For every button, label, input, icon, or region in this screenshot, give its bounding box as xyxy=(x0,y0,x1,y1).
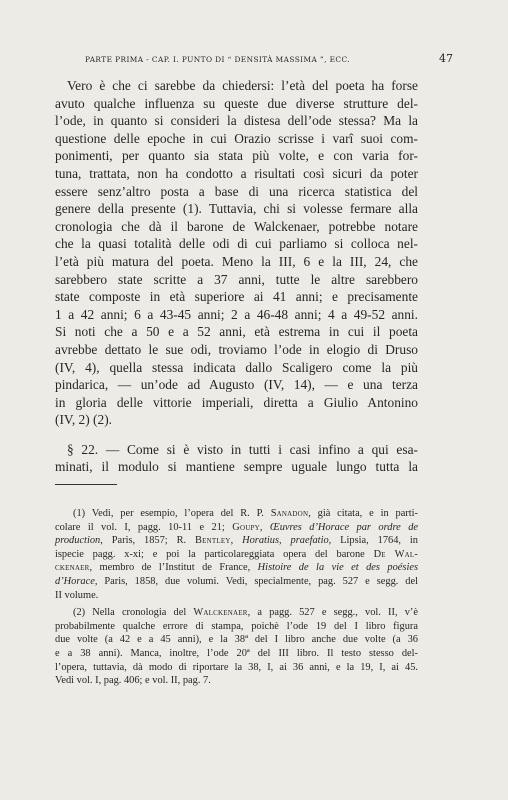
paragraph-1 xyxy=(55,77,418,429)
book-title: Histoire de la vie et des poésies xyxy=(257,562,418,574)
author-name: Walckenaer xyxy=(193,607,248,619)
book-title: d’Horace xyxy=(55,575,95,587)
footnote-text: , già citata, e in parti- xyxy=(308,508,418,519)
section-heading-line: § 22. — Come si è visto in tutti i casi infino a qui esa- xyxy=(67,441,418,457)
footnote-text: , a pagg. 527 e segg., vol. II, v’è xyxy=(247,607,419,619)
text-line: Si noti che a 50 e a 52 anni, età estrema in cui il poeta xyxy=(55,324,418,340)
footnote-text: , Lipsia, 1764, in xyxy=(328,535,419,547)
book-title: production xyxy=(55,535,101,547)
text-line: pindarica, — un’ode ad Augusto (IV, 14), — e una terza xyxy=(55,377,418,393)
text-line: Vero è che ci sarebbe da chiedersi: l’età del poeta ha forse xyxy=(67,78,418,93)
text-line: tuna, trattata, non ha condotto a risultati così sicuri da poter xyxy=(55,165,418,181)
footnote-1 xyxy=(55,507,418,602)
footnote-line xyxy=(55,606,418,620)
book-title: Horatius, praefatio xyxy=(242,535,329,547)
page-number: 47 xyxy=(439,52,453,65)
footnote-line: Vedi vol. I, pag. 406; e vol. II, pag. 7. xyxy=(55,675,211,687)
text-line: essere senz’altro posta a base di una ricerca statistica del xyxy=(55,183,418,199)
main-text xyxy=(55,77,418,476)
text-line: 1 a 42 anni; 6 a 43-45 anni; 2 a 46-48 anni; 4 a 49-52 anni. xyxy=(55,306,418,322)
footnote-line: II volume. xyxy=(55,589,99,601)
footnote-text: , Paris, 1858, due volumi. Vedi, specialmente, pag. 527 e segg. del xyxy=(94,575,418,587)
footnote-text: ispecie pagg. x-xi; e poi la particolareggiata opera del barone xyxy=(55,548,374,560)
text-line: avrebbe dettato le sue odi, troviamo l’ode in elogio di Druso xyxy=(55,341,418,357)
text-line: l’ode, in quanto si consideri la distesa dell’ode stessa? Ma la xyxy=(55,113,418,129)
text-line: state composte in età superiore ai 41 anni; e precisamente xyxy=(55,289,418,305)
footnote-text: (2) Nella cronologia del xyxy=(73,607,194,619)
footnote-text: , xyxy=(259,521,270,533)
footnote-text: colare il vol. I, pagg. 10-11 e 21; xyxy=(55,521,233,533)
footnote-2 xyxy=(55,606,418,688)
running-header xyxy=(55,52,453,66)
text-line: in gloria delle vittorie imperiali, diretta a Giulio Antonino xyxy=(55,394,418,410)
footnote-text: , membro de l’Institut de France, xyxy=(89,562,258,574)
footnote-line: e a 38 anni). Manca, inoltre, l’ode 20ª del III libro. Il testo stesso del- xyxy=(55,647,418,659)
author-name: Bentley xyxy=(195,535,231,547)
text-line: cronologia che dà il barone de Walckenaer, potrebbe notare xyxy=(55,218,418,234)
text-line: sarebbero state scritte a 37 anni, tutte le altre sarebbero xyxy=(55,271,418,287)
text-line: avuto qualche influenza su queste due diverse strutture del- xyxy=(55,95,418,111)
author-name: Goupy xyxy=(232,521,260,533)
text-line: che la quasi totalità delle odi di cui parliamo si colloca nel- xyxy=(55,236,418,252)
footnote-line xyxy=(55,534,418,548)
footnote-text: , Paris, 1857; R. xyxy=(100,535,196,547)
book-title: Œuvres d’Horace par ordre de xyxy=(269,521,419,533)
text-line: (IV, 2) (2). xyxy=(55,412,113,428)
author-name: De Wal- xyxy=(373,548,418,560)
paragraph-2 xyxy=(55,441,418,476)
footnote-text: , xyxy=(230,535,243,547)
text-line: minati, il modulo si mantiene sempre uguale lungo tutta la xyxy=(55,459,418,475)
paragraph-gap xyxy=(55,429,418,441)
footnote-line xyxy=(55,548,418,562)
text-line: genere della presente (1). Tuttavia, chi si volesse fermare alla xyxy=(55,201,418,217)
text-line: (IV, 4), quella stessa indicata dallo Scaligero come la più xyxy=(55,359,418,375)
footnote-line: probabilmente qualche errore di stampa, poichè l’ode 19 del I libro figura xyxy=(55,620,418,632)
text-line: questione delle epoche in cui Orazio scrisse i varî suoi com- xyxy=(55,130,418,146)
author-name: ckenaer xyxy=(55,562,90,574)
running-title: PARTE PRIMA - CAP. I. PUNTO DI “ DENSITÀ MASSIMA ”, ECC. xyxy=(85,55,350,64)
footnote-separator xyxy=(55,484,117,485)
footnote-line xyxy=(55,561,418,575)
author-name: Sanadon xyxy=(270,508,309,519)
text-line: l’età più matura del poeta. Meno la III, 6 e la III, 24, che xyxy=(55,253,418,269)
footnote-text: (1) Vedi, per esempio, l’opera del R. P. xyxy=(73,508,271,519)
footnote-line: l’opera, tuttavia, dà modo di riportare la 38, I, ai 36 anni, e la 19, I, ai 45. xyxy=(55,661,418,673)
footnote-line xyxy=(55,575,418,589)
footnote-line xyxy=(55,521,418,535)
footnote-line xyxy=(55,507,418,521)
footnote-line: due volte (a 42 e a 45 anni), e la 38ª del I libro anche due volte (a 36 xyxy=(55,634,418,646)
text-line: ponimenti, per quanto sia stata più volte, e con varia for- xyxy=(55,148,418,164)
footnotes xyxy=(55,507,418,688)
